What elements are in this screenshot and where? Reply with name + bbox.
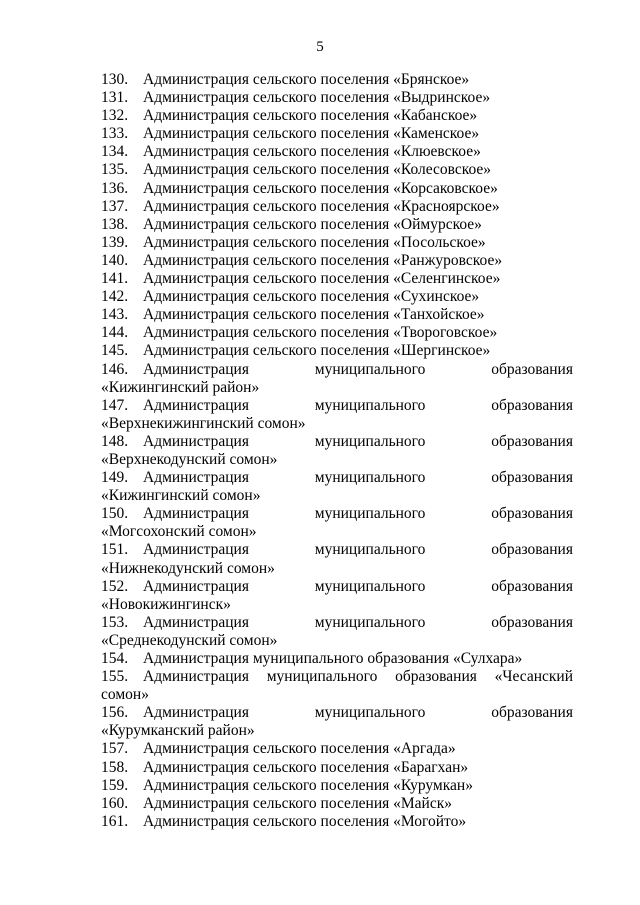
item-word: образования xyxy=(491,396,573,414)
item-number: 141. xyxy=(101,270,129,288)
item-word: Администрация xyxy=(143,704,249,722)
list-item xyxy=(101,578,573,614)
item-text: Администрация сельского поселения «Каменское» xyxy=(143,125,480,143)
item-word: образования xyxy=(491,704,573,722)
list-item xyxy=(101,161,573,179)
item-number: 136. xyxy=(101,179,129,197)
item-text: Администрация сельского поселения «Посольское» xyxy=(143,233,486,251)
item-number: 133. xyxy=(101,125,129,143)
item-text: Администрация сельского поселения «Твороговское» xyxy=(143,324,498,342)
item-word: образования xyxy=(491,577,573,595)
item-number: 150. xyxy=(101,505,129,523)
list-item xyxy=(101,397,573,433)
list-item xyxy=(101,361,573,397)
list-item xyxy=(101,469,573,505)
item-word: муниципального xyxy=(314,704,426,722)
item-text-continuation: «Нижнекодунский сомон» xyxy=(101,559,275,577)
item-text: Администрация сельского поселения «Барагхан» xyxy=(143,758,469,776)
item-number: 147. xyxy=(101,396,129,414)
page-number: 5 xyxy=(316,39,324,55)
item-text: Администрация сельского поселения «Выдринское» xyxy=(143,89,491,107)
item-word: муниципального xyxy=(314,505,426,523)
item-word: муниципального xyxy=(314,577,426,595)
item-text: Администрация сельского поселения «Майск» xyxy=(143,794,453,812)
item-word: муниципального xyxy=(314,613,426,631)
item-text: Администрация сельского поселения «Клюевское» xyxy=(143,143,481,161)
item-number: 131. xyxy=(101,89,129,107)
item-text: Администрация сельского поселения «Колесовское» xyxy=(143,161,492,179)
item-text-continuation: «Новокижингинск» xyxy=(101,595,231,613)
item-word: образования xyxy=(491,432,573,450)
list-item xyxy=(101,541,573,577)
item-number: 142. xyxy=(101,288,129,306)
item-number: 158. xyxy=(101,758,129,776)
item-word: Администрация xyxy=(143,613,249,631)
item-text: Администрация муниципального образования «Сулхара» xyxy=(143,650,523,667)
item-word: муниципального xyxy=(314,432,426,450)
item-number: 156. xyxy=(101,704,129,722)
item-text: Администрация сельского поселения «Брянское» xyxy=(143,71,470,88)
list-item xyxy=(101,795,573,813)
item-text: Администрация сельского поселения «Корсаковское» xyxy=(143,179,498,197)
list-item xyxy=(101,614,573,650)
item-text: Администрация сельского поселения «Сухинское» xyxy=(143,288,480,306)
organization-list xyxy=(101,71,573,831)
list-item xyxy=(101,813,573,831)
item-text: Администрация сельского поселения «Могойто» xyxy=(143,812,467,830)
item-word: образования xyxy=(491,613,573,631)
item-word: образования xyxy=(491,360,573,378)
list-item xyxy=(101,143,573,161)
item-word: образования xyxy=(491,505,573,523)
item-text: Администрация сельского поселения «Красноярское» xyxy=(143,197,500,215)
list-item xyxy=(101,668,573,704)
item-word: Администрация xyxy=(143,432,249,450)
item-word: муниципального xyxy=(314,541,426,559)
item-text: Администрация сельского поселения «Селенгинское» xyxy=(143,270,501,288)
item-text-continuation: «Среднекодунский сомон» xyxy=(101,631,278,649)
item-number: 148. xyxy=(101,432,129,450)
item-number: 132. xyxy=(101,107,129,125)
list-item xyxy=(101,505,573,541)
item-text-continuation: «Кижингинский район» xyxy=(101,378,260,396)
item-number: 135. xyxy=(101,161,129,179)
item-number: 160. xyxy=(101,794,129,812)
list-item xyxy=(101,270,573,288)
item-number: 159. xyxy=(101,776,129,794)
item-word: Администрация xyxy=(143,577,249,595)
list-item xyxy=(101,71,573,89)
item-word: Администрация xyxy=(143,360,249,378)
list-item xyxy=(101,234,573,252)
list-item xyxy=(101,704,573,740)
item-number: 144. xyxy=(101,324,129,342)
item-text-continuation: «Верхнекодунский сомон» xyxy=(101,450,278,468)
list-item xyxy=(101,306,573,324)
item-text-continuation: «Могсохонский сомон» xyxy=(101,523,257,541)
list-item xyxy=(101,342,573,360)
item-text: Администрация сельского поселения «Танхойское» xyxy=(143,306,485,324)
item-text-continuation: «Кижингинский сомон» xyxy=(101,487,261,505)
list-item xyxy=(101,324,573,342)
item-text-continuation: «Курумканский район» xyxy=(101,722,255,740)
item-number: 152. xyxy=(101,577,129,595)
list-item xyxy=(101,216,573,234)
item-word: Администрация xyxy=(143,396,249,414)
item-number: 137. xyxy=(101,197,129,215)
item-word: муниципального xyxy=(314,360,426,378)
item-number: 157. xyxy=(101,740,129,758)
list-item xyxy=(101,252,573,270)
item-text: Администрация сельского поселения «Аргада» xyxy=(143,740,456,758)
item-word: муниципального xyxy=(314,469,426,487)
list-item xyxy=(101,759,573,777)
item-word: муниципального xyxy=(314,396,426,414)
item-number: 161. xyxy=(101,812,129,830)
item-number: 151. xyxy=(101,541,129,559)
list-item xyxy=(101,89,573,107)
item-number: 139. xyxy=(101,233,129,251)
list-item xyxy=(101,650,573,668)
item-number: 134. xyxy=(101,143,129,161)
item-word: образования xyxy=(491,541,573,559)
item-text: Администрация муниципального образования «Чесанский сомон» xyxy=(101,668,573,704)
list-item xyxy=(101,107,573,125)
item-number: 145. xyxy=(101,342,129,360)
item-number: 138. xyxy=(101,215,129,233)
list-item xyxy=(101,777,573,795)
item-number: 143. xyxy=(101,306,129,324)
list-item xyxy=(101,288,573,306)
item-text: Администрация сельского поселения «Шергинское» xyxy=(143,342,491,360)
list-item xyxy=(101,740,573,758)
item-text-continuation: «Верхнекижингинский сомон» xyxy=(101,414,306,432)
item-text: Администрация сельского поселения «Кабанское» xyxy=(143,107,478,125)
item-text: Администрация сельского поселения «Оймурское» xyxy=(143,215,482,233)
item-word: Администрация xyxy=(143,469,249,487)
list-item xyxy=(101,125,573,143)
item-number: 155. xyxy=(101,668,129,686)
item-word: Администрация xyxy=(143,541,249,559)
list-item xyxy=(101,433,573,469)
item-number: 153. xyxy=(101,613,129,631)
item-number: 149. xyxy=(101,469,129,487)
item-word: образования xyxy=(491,469,573,487)
item-number: 140. xyxy=(101,251,129,269)
item-text: Администрация сельского поселения «Курумкан» xyxy=(143,776,473,794)
list-item xyxy=(101,180,573,198)
item-word: Администрация xyxy=(143,505,249,523)
item-text: Администрация сельского поселения «Ранжуровское» xyxy=(143,251,503,269)
list-item xyxy=(101,198,573,216)
item-number: 146. xyxy=(101,360,129,378)
item-number: 154. xyxy=(101,650,129,667)
item-number: 130. xyxy=(101,71,129,88)
